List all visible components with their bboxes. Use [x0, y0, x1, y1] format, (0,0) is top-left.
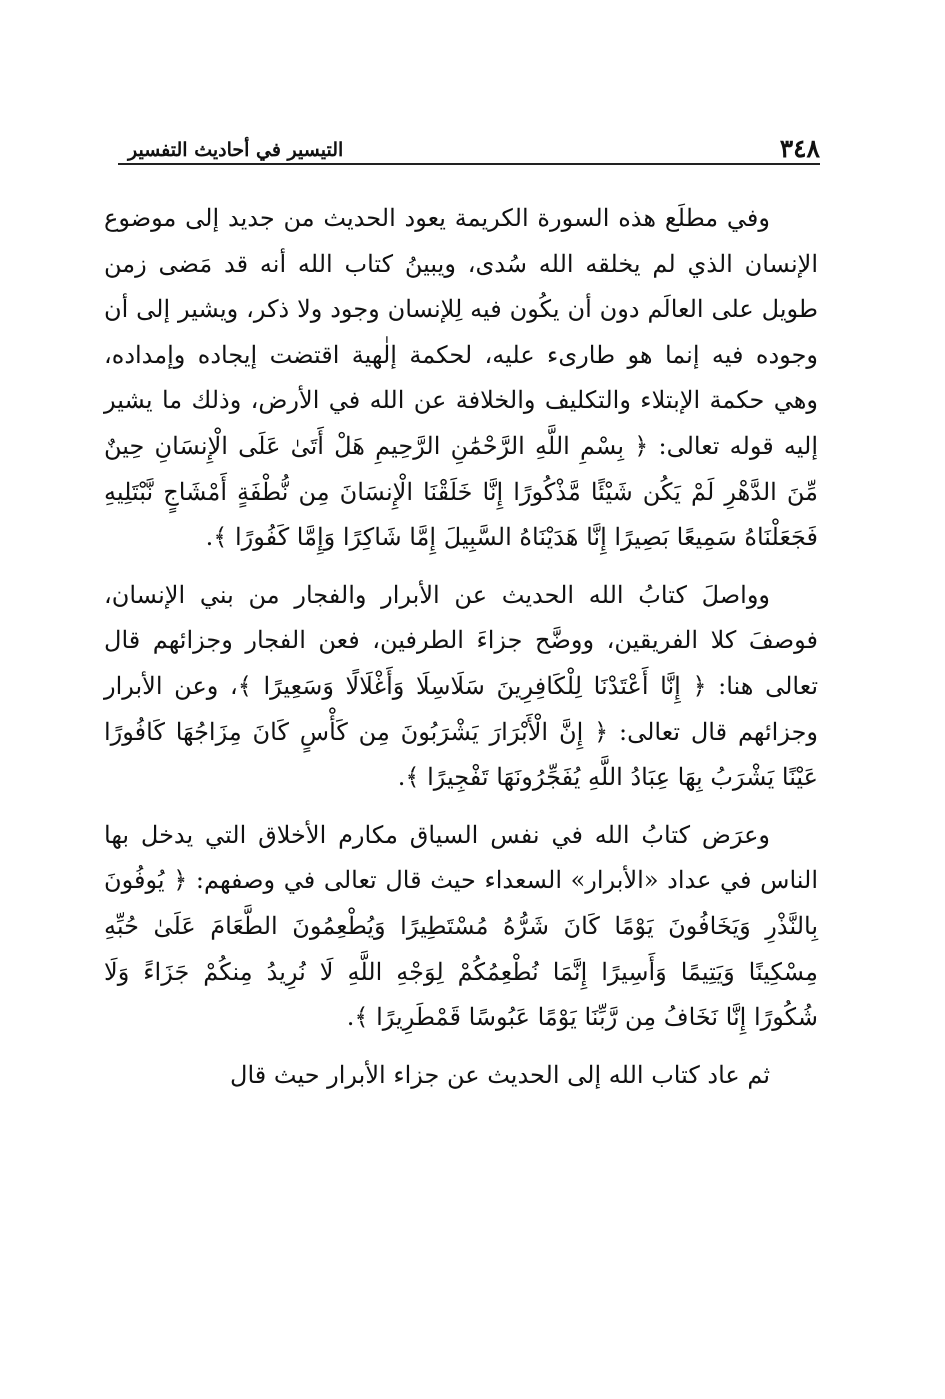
paragraph-4: ثم عاد كتاب الله إلى الحديث عن جزاء الأبرار حيث قال	[230, 1060, 770, 1089]
header-rule	[118, 163, 820, 165]
paragraph-2: وواصلَ كتابُ الله الحديث عن الأبرار والفجار من بني الإنسان، فوصفَ كلا الفريقين، ووضَّح جزاءَ الطرفين، فعن الفجار وجزائهم قال تعالى هنا: ﴿ إِنَّا أَعْتَدْنَا لِلْكَافِرِينَ سَلَاسِلَا وَأَغْلَالًا وَسَعِيرًا ﴾، وعن الأبرار وجزائهم قال تعالى: ﴿ إِنَّ الْأَبْرَارَ يَشْرَبُونَ مِن كَأْسٍ كَانَ مِزَاجُهَا كَافُورًا عَيْنًا يَشْرَبُ بِهَا عِبَادُ اللَّهِ يُفَجِّرُونَهَا تَفْجِيرًا ﴾.	[104, 580, 818, 792]
page-number: ٣٤٨	[779, 134, 820, 163]
running-head	[120, 128, 820, 164]
main-text	[104, 196, 818, 1110]
paragraph-3: وعرَض كتابُ الله في نفس السياق مكارم الأخلاق التي يدخل بها الناس في عداد «الأبرار» السعداء حيث قال تعالى في وصفهم: ﴿ يُوفُونَ بِالنَّذْرِ وَيَخَافُونَ يَوْمًا كَانَ شَرُّهُ مُسْتَطِيرًا وَيُطْعِمُونَ الطَّعَامَ عَلَىٰ حُبِّهِ مِسْكِينًا وَيَتِيمًا وَأَسِيرًا إِنَّمَا نُطْعِمُكُمْ لِوَجْهِ اللَّهِ لَا نُرِيدُ مِنكُمْ جَزَاءً وَلَا شُكُورًا إِنَّا نَخَافُ مِن رَّبِّنَا يَوْمًا عَبُوسًا قَمْطَرِيرًا ﴾.	[104, 820, 818, 1032]
paragraph-1: وفي مطلَع هذه السورة الكريمة يعود الحديث من جديد إلى موضوع الإنسان الذي لم يخلقه الله سُدى، ويبينُ كتاب الله أنه قد مَضى زمن طويل على العالَم دون أن يكُون فيه لِلإنسان وجود ولا ذكر، ويشير إلى أن وجوده فيه إنما هو طارىء عليه، لحكمة إلٰهية اقتضت إيجاده وإمداده، وهي حكمة الإبتلاء والتكليف والخلافة عن الله في الأرض، وذلك ما يشير إليه قوله تعالى: ﴿ بِسْمِ اللَّهِ الرَّحْمَٰنِ الرَّحِيمِ هَلْ أَتَىٰ عَلَى الْإِنسَانِ حِينٌ مِّنَ الدَّهْرِ لَمْ يَكُن شَيْئًا مَّذْكُورًا إِنَّا خَلَقْنَا الْإِنسَانَ مِن نُّطْفَةٍ أَمْشَاجٍ نَّبْتَلِيهِ فَجَعَلْنَاهُ سَمِيعًا بَصِيرًا إِنَّا هَدَيْنَاهُ السَّبِيلَ إِمَّا شَاكِرًا وَإِمَّا كَفُورًا ﴾.	[104, 204, 819, 552]
book-title: التيسير في أحاديث التفسير	[128, 139, 344, 161]
